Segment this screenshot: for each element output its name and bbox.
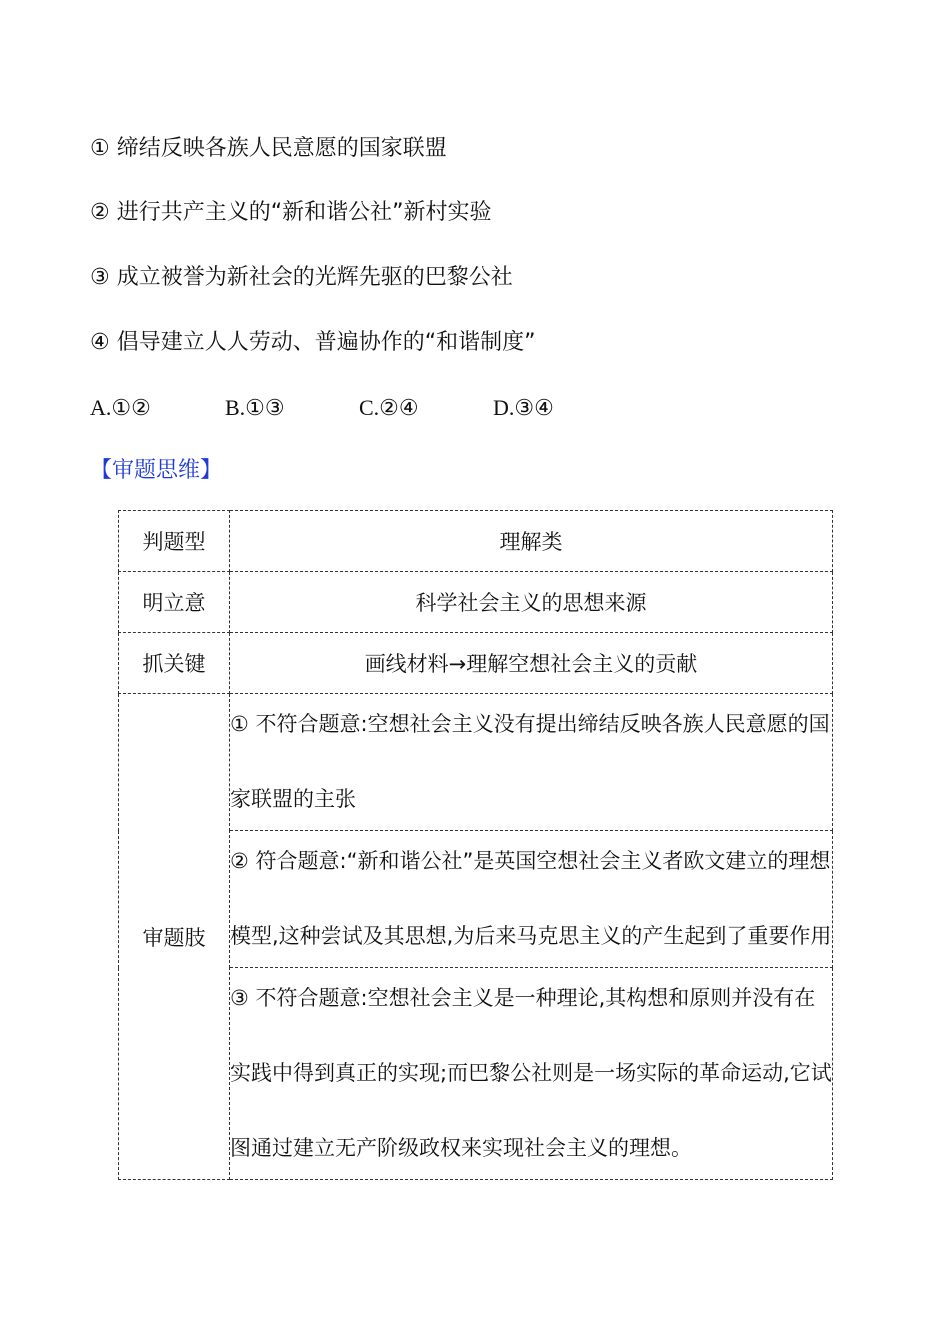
analysis-item-1 <box>230 694 833 831</box>
row-label-key: 抓关键 <box>119 633 230 694</box>
analysis-item-2 <box>230 831 833 968</box>
table-row <box>119 511 833 572</box>
analysis-item-1-text: ① 不符合题意:空想社会主义没有提出缔结反映各族人民意愿的国家联盟的主张 <box>230 712 830 811</box>
option-2: ② 进行共产主义的“新和谐公社”新村实验 <box>90 200 492 225</box>
option-4: ④ 倡导建立人人劳动、普遍协作的“和谐制度” <box>90 330 536 355</box>
analysis-item-2-text: ② 符合题意:“新和谐公社”是英国空想社会主义者欧文建立的理想模型,这种尝试及其思想,为后来马克思主义的产生起到了重要作用 <box>230 849 832 948</box>
row-value-question-type: 理解类 <box>230 511 833 572</box>
option-1: ① 缔结反映各族人民意愿的国家联盟 <box>90 136 447 161</box>
option-3: ③ 成立被誉为新社会的光辉先驱的巴黎公社 <box>90 265 513 290</box>
table-row <box>119 694 833 831</box>
choice-b: B.①③ <box>225 395 285 420</box>
choice-c: C.②④ <box>359 395 419 420</box>
table-row <box>119 633 833 694</box>
choice-a: A.①② <box>90 395 151 420</box>
row-value-key: 画线材料→理解空想社会主义的贡献 <box>230 633 833 694</box>
row-label-theme: 明立意 <box>119 572 230 633</box>
choice-d: D.③④ <box>493 395 554 420</box>
section-title: 【审题思维】 <box>90 458 223 483</box>
row-value-theme: 科学社会主义的思想来源 <box>230 572 833 633</box>
table-row <box>119 572 833 633</box>
row-label-analysis: 审题肢 <box>119 694 230 1180</box>
analysis-item-3-text: ③ 不符合题意:空想社会主义是一种理论,其构想和原则并没有在实践中得到真正的实现;而巴黎公社则是一场实际的革命运动,它试图通过建立无产阶级政权来实现社会主义的理想。 <box>230 986 832 1160</box>
row-label-question-type: 判题型 <box>119 511 230 572</box>
analysis-table <box>118 510 833 1180</box>
analysis-item-3 <box>230 968 833 1180</box>
